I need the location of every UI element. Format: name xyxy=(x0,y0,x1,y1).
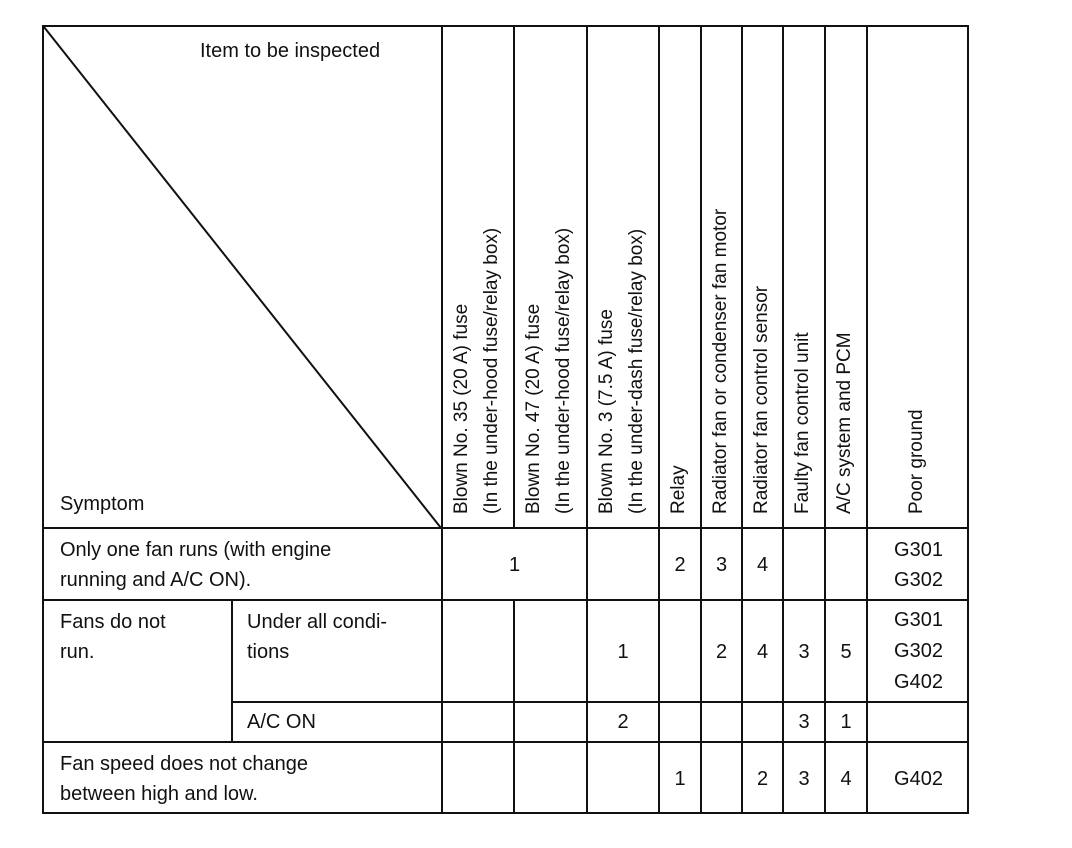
col-header-poor-ground: Poor ground xyxy=(906,409,927,514)
col-header-relay: Relay xyxy=(668,465,689,514)
col-divider-6 xyxy=(782,25,784,814)
col-divider-2 xyxy=(586,25,588,814)
row3-bottom-rule xyxy=(42,741,969,743)
col-header-fuse-47-line2: (In the under-hood fuse/relay box) xyxy=(553,227,574,514)
row1-symptom-line1: Only one fan runs (with engine xyxy=(60,539,332,561)
row3-condition: A/C ON xyxy=(247,711,316,733)
row1-bottom-rule xyxy=(42,599,969,601)
row1-ground-1: G301 xyxy=(894,539,943,561)
row4-symptom-line1: Fan speed does not change xyxy=(60,753,308,775)
row2-symptom-line1: Fans do not xyxy=(60,611,166,633)
item-to-be-inspected-label: Item to be inspected xyxy=(200,40,381,62)
row1-relay-value: 2 xyxy=(674,554,686,576)
row4-pcm-value: 4 xyxy=(840,768,852,790)
col-divider-1a xyxy=(513,25,515,529)
row2-condition-line2: tions xyxy=(247,641,290,663)
col-divider-1b xyxy=(513,599,515,814)
symptom-label: Symptom xyxy=(60,493,145,515)
row2-bottom-rule xyxy=(231,701,969,703)
row2-ground-3: G402 xyxy=(894,671,943,693)
row2-condition-line1: Under all condi- xyxy=(247,611,388,633)
col-divider-4 xyxy=(700,25,702,814)
row4-unit-value: 3 xyxy=(798,768,810,790)
row1-motor-value: 3 xyxy=(715,554,728,576)
col-header-fuse-35-line2: (In the under-hood fuse/relay box) xyxy=(481,227,502,514)
row2-ground-1: G301 xyxy=(894,609,943,631)
row2-pcm-value: 5 xyxy=(840,641,852,663)
col-header-fuse-47-line1: Blown No. 47 (20 A) fuse xyxy=(523,303,544,514)
header-bottom-rule xyxy=(42,527,969,529)
row1-fuse-35-47-value: 1 xyxy=(508,554,521,576)
col-header-fuse-35-line1: Blown No. 35 (20 A) fuse xyxy=(451,303,472,514)
col-header-fan-motor: Radiator fan or condenser fan motor xyxy=(710,208,731,514)
row1-symptom-line2: running and A/C ON). xyxy=(60,569,252,591)
condition-divider xyxy=(231,599,233,743)
row4-relay-value: 1 xyxy=(674,768,686,790)
col-divider-3 xyxy=(658,25,660,814)
row2-unit-value: 3 xyxy=(798,641,810,663)
row3-fuse-3-value: 2 xyxy=(617,711,629,733)
row1-sensor-value: 4 xyxy=(756,554,769,576)
row3-unit-value: 3 xyxy=(798,711,810,733)
row2-ground-2: G302 xyxy=(894,640,943,662)
row2-fuse-3-value: 1 xyxy=(617,641,629,663)
row4-symptom-line2: between high and low. xyxy=(60,783,258,805)
col-divider-5 xyxy=(741,25,743,814)
row2-motor-value: 2 xyxy=(715,641,728,663)
col-header-fuse-3-line2: (In the under-dash fuse/relay box) xyxy=(626,228,647,514)
col-header-fuse-3-line1: Blown No. 3 (7.5 A) fuse xyxy=(596,309,617,514)
row4-sensor-value: 2 xyxy=(756,768,769,790)
col-divider-0 xyxy=(441,25,443,814)
col-divider-7 xyxy=(824,25,826,814)
col-header-fan-control-unit: Faulty fan control unit xyxy=(792,332,813,514)
row1-ground-2: G302 xyxy=(894,569,943,591)
row2-symptom-line2: run. xyxy=(60,641,95,663)
row4-ground: G402 xyxy=(894,768,943,790)
col-header-ac-pcm: A/C system and PCM xyxy=(834,332,855,514)
row3-pcm-value: 1 xyxy=(840,711,852,733)
row2-sensor-value: 4 xyxy=(756,641,769,663)
col-header-control-sensor: Radiator fan control sensor xyxy=(751,285,772,514)
